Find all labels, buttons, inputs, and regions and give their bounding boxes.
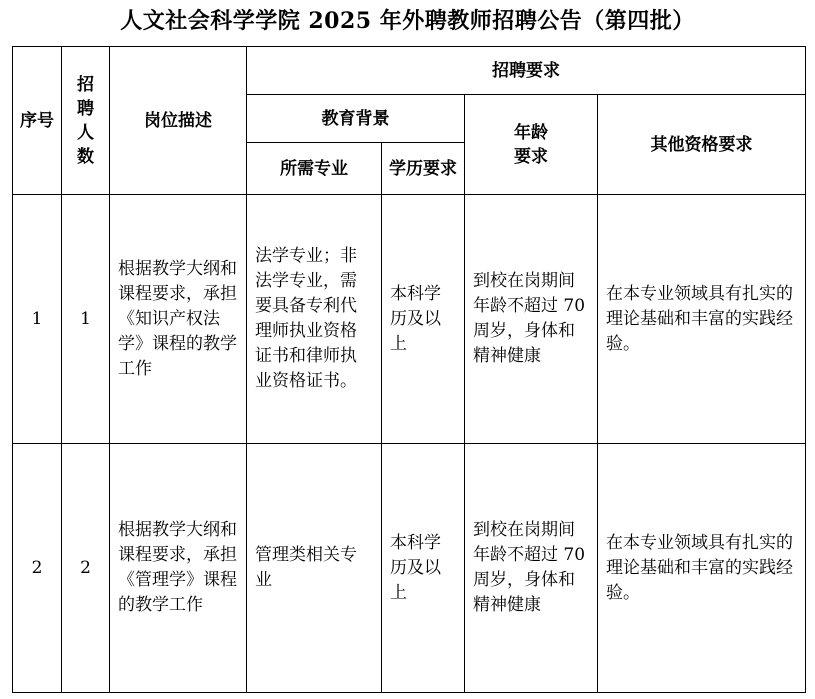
row-description: 根据教学大纲和课程要求，承担《知识产权法学》课程的教学工作 (110, 195, 247, 444)
header-count (62, 47, 110, 195)
row-seq: 1 (13, 195, 62, 444)
header-degree (382, 143, 465, 195)
header-seq (13, 47, 62, 195)
page-title: 人文社会科学学院 2025 年外聘教师招聘公告（第四批） (120, 8, 695, 34)
header-major: 所需专业 (247, 143, 382, 195)
row-age: 到校在岗期间年龄不超过 70 周岁，身体和精神健康 (465, 444, 598, 693)
header-education: 教育背景 (247, 95, 465, 143)
row-degree: 本科学历及以上 (382, 444, 465, 693)
header-age (465, 95, 598, 195)
header-degree-label: 学历要求 (389, 158, 457, 179)
header-requirements: 招聘要求 (247, 47, 806, 95)
table-row (13, 444, 806, 693)
row-description: 根据教学大纲和课程要求，承担《管理学》课程的教学工作 (110, 444, 247, 693)
row-major: 管理类相关专业 (247, 444, 382, 693)
row-major: 法学专业；非法学专业，需要具备专利代理师执业资格证书和律师执业资格证书。 (247, 195, 382, 444)
row-count: 1 (62, 195, 110, 444)
table-row (13, 195, 806, 444)
header-seq-label: 序号 (20, 110, 54, 131)
row-degree: 本科学历及以上 (382, 195, 465, 444)
recruitment-table (12, 46, 806, 693)
header-age-label: 年龄要求 (514, 122, 548, 167)
row-other: 在本专业领域具有扎实的理论基础和丰富的实践经验。 (598, 195, 806, 444)
row-age: 到校在岗期间年龄不超过 70 周岁，身体和精神健康 (465, 195, 598, 444)
header-description: 岗位描述 (110, 47, 247, 195)
header-count-label: 招聘人数 (77, 74, 94, 167)
row-other: 在本专业领域具有扎实的理论基础和丰富的实践经验。 (598, 444, 806, 693)
row-count: 2 (62, 444, 110, 693)
row-seq: 2 (13, 444, 62, 693)
header-other: 其他资格要求 (598, 95, 806, 195)
